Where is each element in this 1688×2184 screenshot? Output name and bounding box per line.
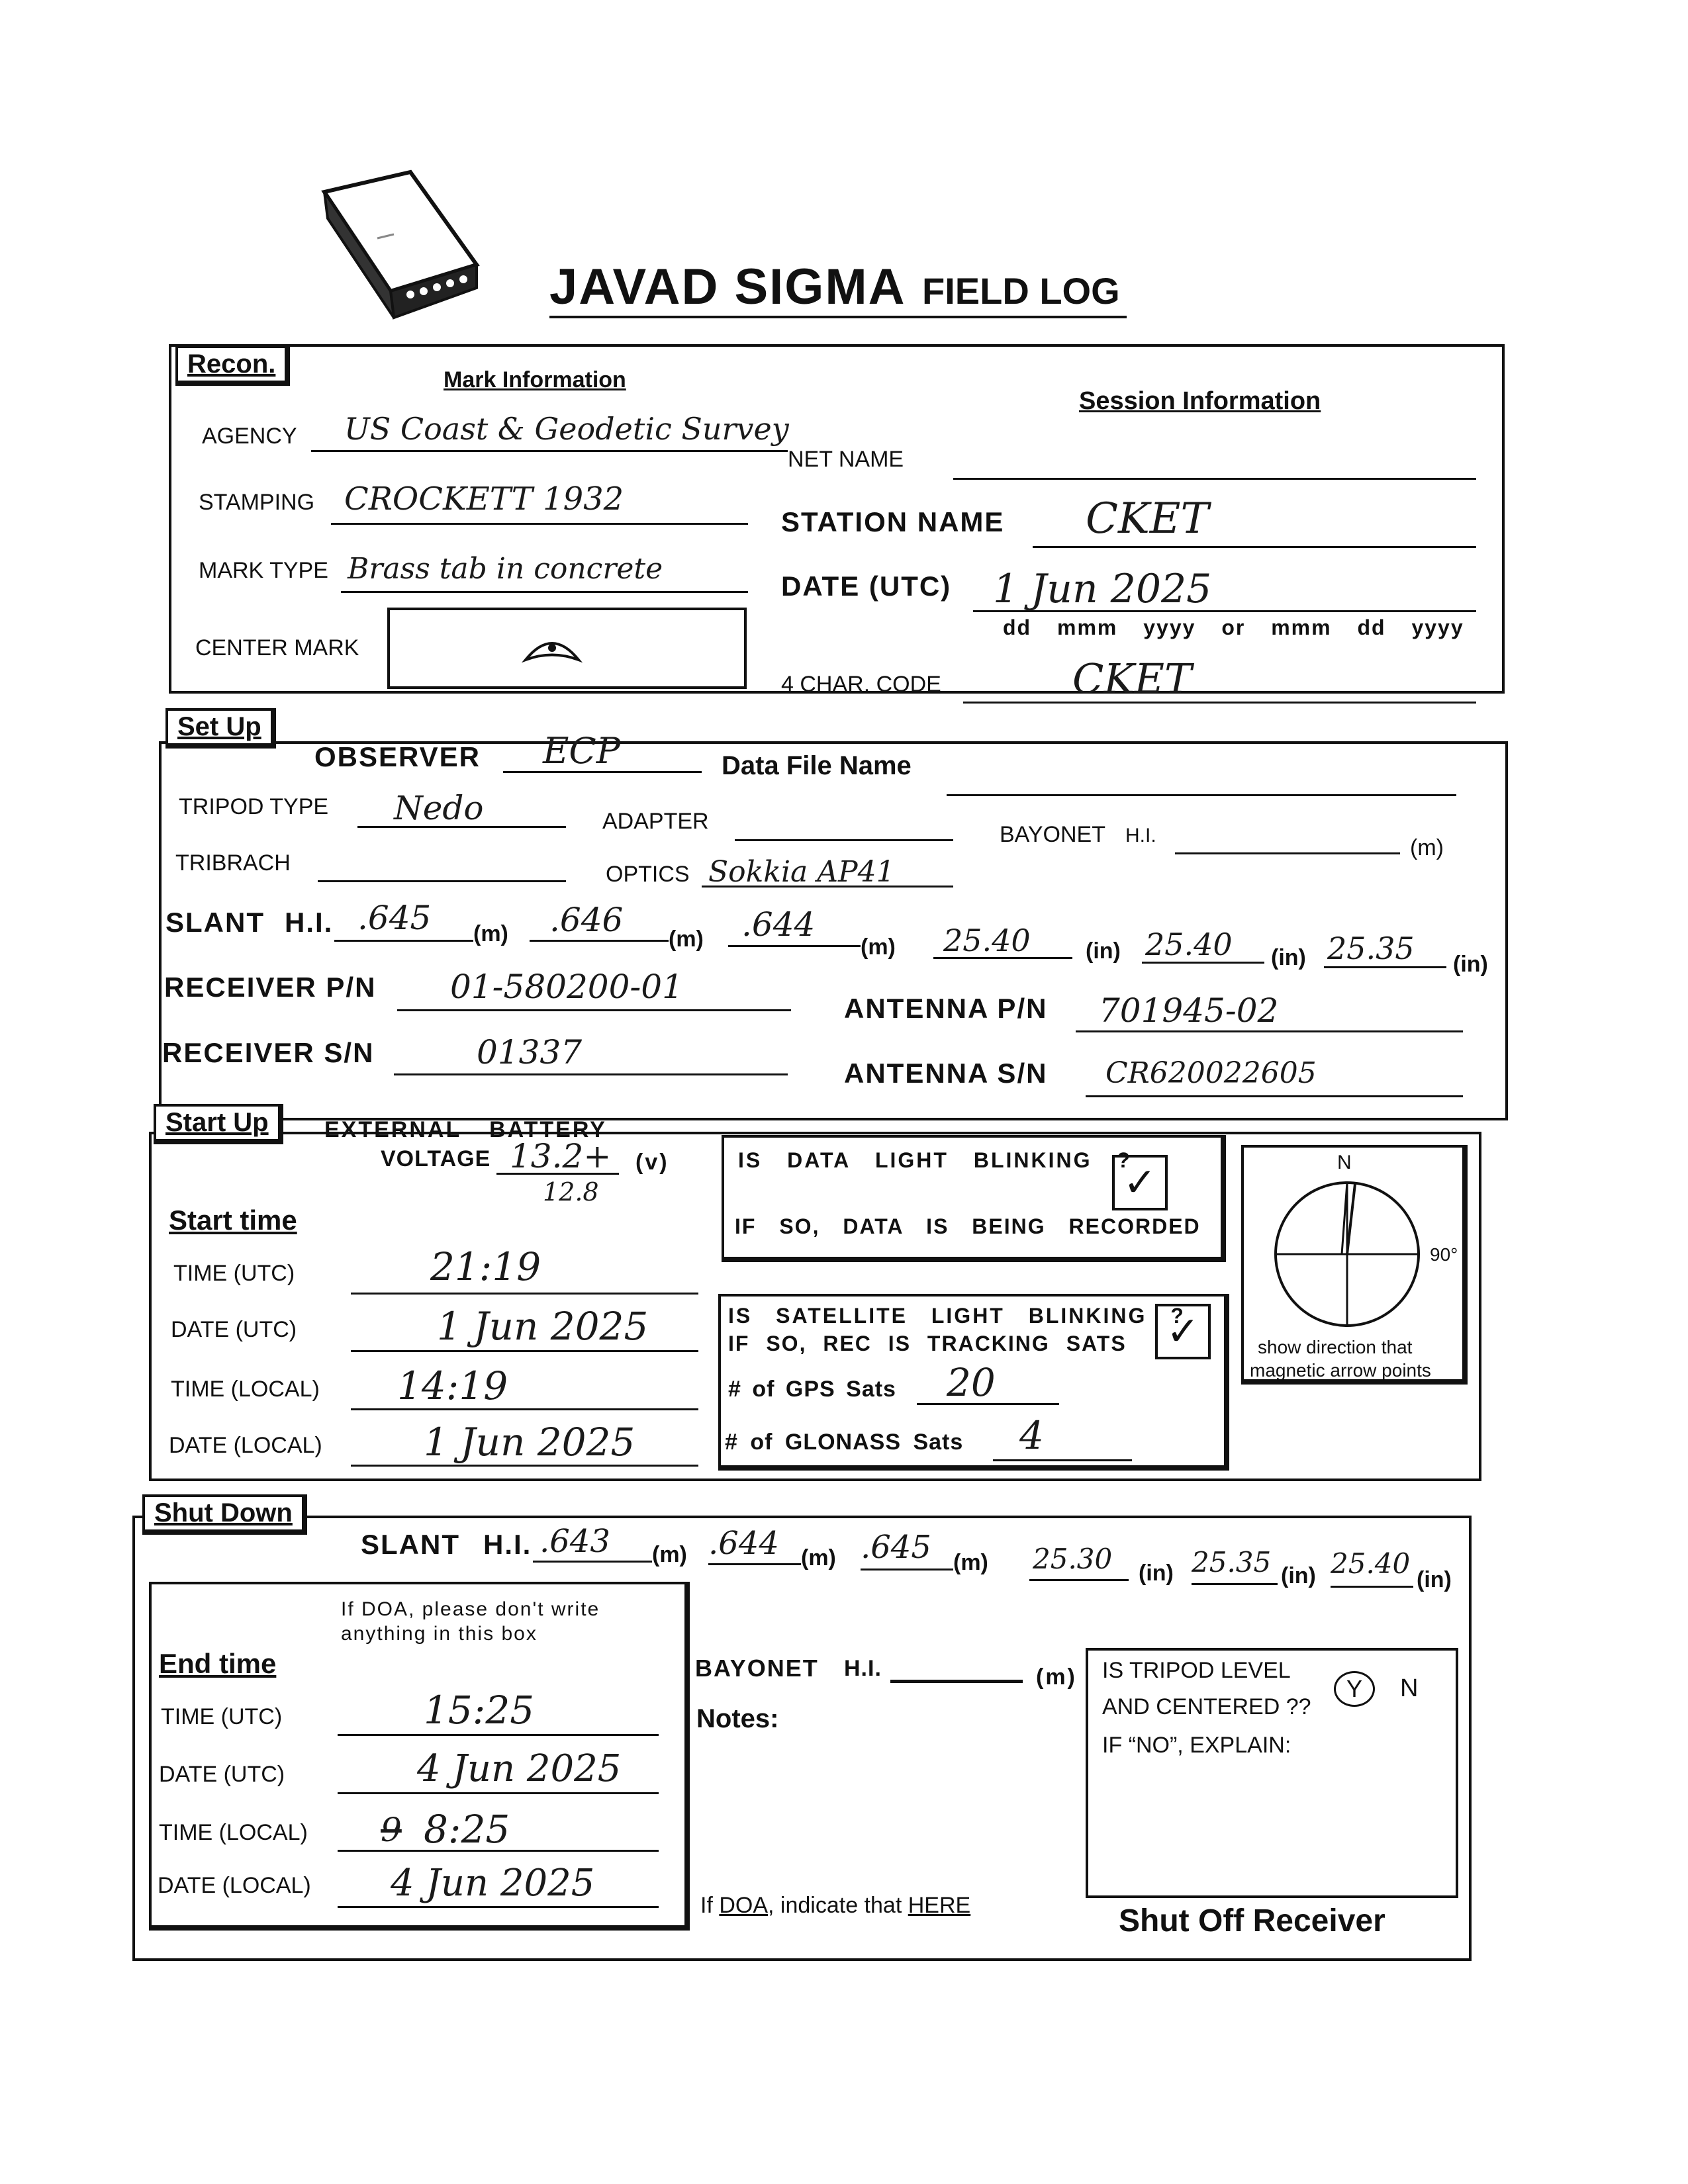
end-time-utc-value[interactable]: 15:25 — [424, 1688, 535, 1733]
sat-light-question: IS SATELLITE LIGHT BLINKING ? — [728, 1304, 1186, 1328]
date-utc-label: DATE (UTC) — [781, 570, 952, 602]
tripod-no-option[interactable]: N — [1400, 1674, 1419, 1702]
notes-area[interactable] — [695, 1741, 1066, 1886]
slant-in3-unit: (in) — [1453, 952, 1488, 977]
tripod-type-label: TRIPOD TYPE — [179, 794, 329, 819]
optics-label: OPTICS — [606, 862, 690, 887]
data-light-note: IF SO, DATA IS BEING RECORDED — [735, 1214, 1201, 1238]
setup-slant-label: SLANT — [165, 907, 265, 938]
adapter-line[interactable] — [735, 839, 953, 841]
tribrach-line[interactable] — [318, 880, 566, 882]
sd-slant-m1-unit: (m) — [652, 1542, 687, 1567]
slant-m3-value[interactable]: .644 — [741, 905, 816, 944]
doa-indicate-prefix: If — [700, 1893, 720, 1918]
bayonet-hi-label: H.I. — [1125, 825, 1156, 846]
end-date-local-line — [338, 1906, 659, 1908]
voltage-value-2[interactable]: 12.8 — [543, 1177, 599, 1206]
ext-battery-label: EXTERNAL BATTERY — [324, 1117, 607, 1142]
agency-value[interactable]: US Coast & Geodetic Survey — [344, 411, 789, 447]
antenna-pn-value[interactable]: 701945-02 — [1099, 991, 1279, 1030]
receiver-sn-value[interactable]: 01337 — [477, 1033, 583, 1071]
doa-indicate — [700, 1893, 970, 1919]
end-time-utc-line — [338, 1734, 659, 1736]
slant-m1-line — [334, 940, 473, 942]
sd-bayonet-hi-label: H.I. — [844, 1656, 882, 1681]
glonass-sats-value[interactable]: 4 — [1019, 1413, 1044, 1458]
sd-slant-in1-line — [1029, 1579, 1129, 1581]
slant-m3-line — [728, 945, 861, 947]
center-mark-label: CENTER MARK — [195, 635, 359, 660]
end-date-utc-value[interactable]: 4 Jun 2025 — [417, 1747, 622, 1790]
start-date-local-value[interactable]: 1 Jun 2025 — [424, 1420, 635, 1465]
notes-label: Notes: — [696, 1704, 779, 1733]
slant-m2-line — [530, 940, 669, 942]
station-name-label: STATION NAME — [781, 506, 1005, 537]
sd-slant-m2-line — [708, 1563, 801, 1565]
start-time-utc-value[interactable]: 21:19 — [430, 1244, 541, 1289]
optics-value[interactable]: Sokkia AP41 — [708, 855, 895, 889]
slant-in3-value[interactable]: 25.35 — [1327, 931, 1415, 966]
sd-slant-m3-value[interactable]: .645 — [861, 1529, 931, 1566]
date-format-hint: dd mmm yyyy or mmm dd yyyy — [1003, 615, 1464, 639]
compass-n-label: N — [1337, 1152, 1352, 1173]
sd-slant-m1-value[interactable]: .643 — [539, 1523, 610, 1560]
startup-tab: Start Up — [154, 1104, 283, 1144]
receiver-sn-label: RECEIVER S/N — [162, 1037, 375, 1068]
slant-in2-value[interactable]: 25.40 — [1145, 927, 1233, 962]
net-name-line[interactable] — [953, 478, 1476, 480]
voltage-value[interactable]: 13.2+ — [510, 1137, 612, 1175]
start-time-local-line — [351, 1408, 698, 1410]
bayonet-label: BAYONET — [1000, 822, 1105, 847]
slant-m3-unit: (m) — [861, 934, 896, 960]
mark-type-line — [341, 591, 748, 593]
end-time-heading: End time — [159, 1648, 277, 1679]
mark-info-heading: Mark Information — [444, 367, 626, 392]
sd-slant-in2-unit: (in) — [1281, 1563, 1316, 1588]
four-char-line — [963, 702, 1476, 704]
start-date-utc-label: DATE (UTC) — [171, 1317, 297, 1342]
agency-label: AGENCY — [202, 424, 297, 449]
sd-bayonet-line[interactable] — [890, 1680, 1023, 1683]
end-time-local-struck: 9 — [381, 1811, 402, 1849]
start-date-local-line — [351, 1465, 698, 1467]
tripod-explain: IF “NO”, EXPLAIN: — [1102, 1733, 1291, 1758]
receiver-pn-line — [397, 1009, 791, 1011]
start-time-heading: Start time — [169, 1205, 297, 1236]
four-char-value[interactable]: CKET — [1072, 655, 1192, 703]
voltage-label: VOLTAGE — [381, 1146, 491, 1171]
voltage-unit: (v) — [635, 1150, 669, 1175]
station-name-value[interactable]: CKET — [1086, 494, 1209, 543]
setup-slant-hi-label: H.I. — [285, 907, 334, 938]
end-date-utc-label: DATE (UTC) — [159, 1762, 285, 1787]
tribrach-label: TRIBRACH — [175, 850, 291, 876]
receiver-device-illustration — [311, 165, 496, 338]
sd-slant-in2-line — [1192, 1583, 1278, 1585]
session-info-heading: Session Information — [1079, 387, 1321, 415]
mark-type-value[interactable]: Brass tab in concrete — [348, 552, 663, 586]
center-mark-box — [387, 608, 747, 689]
tripod-yes-option[interactable] — [1334, 1671, 1375, 1707]
station-name-line — [1033, 546, 1476, 548]
antenna-pn-label: ANTENNA P/N — [844, 993, 1048, 1024]
sat-light-note: IF SO, REC IS TRACKING SATS — [728, 1332, 1127, 1355]
tripod-q2: AND CENTERED ?? — [1102, 1694, 1311, 1719]
shutdown-slant-hi-label: H.I. — [483, 1529, 532, 1560]
net-name-label: NET NAME — [788, 447, 904, 472]
start-date-utc-value[interactable]: 1 Jun 2025 — [437, 1304, 649, 1349]
form-title — [549, 258, 1127, 318]
antenna-sn-line — [1086, 1095, 1463, 1097]
date-utc-value[interactable]: 1 Jun 2025 — [993, 566, 1212, 612]
observer-label: OBSERVER — [314, 741, 481, 772]
start-time-utc-label: TIME (UTC) — [173, 1261, 295, 1286]
start-time-local-value[interactable]: 14:19 — [397, 1363, 508, 1408]
sd-slant-in1-unit: (in) — [1139, 1561, 1174, 1586]
stamping-value[interactable]: CROCKETT 1932 — [344, 480, 624, 518]
stamping-line — [331, 523, 748, 525]
doa-indicate-middle: , indicate that — [768, 1893, 908, 1918]
sd-slant-m1-line — [533, 1561, 652, 1563]
bayonet-line[interactable] — [1175, 852, 1400, 854]
glonass-sats-line — [993, 1459, 1132, 1461]
shut-off-receiver: Shut Off Receiver — [1119, 1903, 1385, 1938]
data-light-question: IS DATA LIGHT BLINKING ? — [738, 1148, 1132, 1172]
slant-m2-unit: (m) — [669, 927, 704, 952]
doa-note-1: If DOA, please don't write — [341, 1598, 600, 1620]
start-date-local-label: DATE (LOCAL) — [169, 1433, 322, 1458]
slant-m1-value[interactable]: .645 — [357, 899, 432, 937]
slant-m1-unit: (m) — [473, 921, 508, 946]
data-light-checkbox[interactable]: ✓ — [1112, 1155, 1168, 1210]
gps-sats-label: # of GPS Sats — [728, 1377, 896, 1402]
sd-slant-m3-unit: (m) — [953, 1550, 988, 1575]
sd-slant-in3-line — [1331, 1586, 1413, 1588]
slant-in1-unit: (in) — [1086, 938, 1121, 964]
end-date-local-value[interactable]: 4 Jun 2025 — [391, 1862, 595, 1905]
recon-tab: Recon. — [175, 345, 290, 386]
antenna-sn-value[interactable]: CR620022605 — [1105, 1056, 1317, 1090]
slant-m2-value[interactable]: .646 — [549, 901, 624, 939]
sd-slant-m2-value[interactable]: .644 — [708, 1525, 779, 1562]
title-main: JAVAD SIGMA — [549, 259, 906, 315]
end-time-utc-label: TIME (UTC) — [161, 1704, 283, 1729]
sd-slant-in1-value[interactable]: 25.30 — [1033, 1543, 1113, 1575]
slant-in2-unit: (in) — [1271, 945, 1306, 970]
doa-indicate-here[interactable]: HERE — [908, 1893, 971, 1918]
setup-tab: Set Up — [165, 708, 276, 749]
gps-sats-value[interactable]: 20 — [947, 1360, 996, 1405]
glonass-sats-label: # of GLONASS Sats — [725, 1430, 964, 1455]
title-sub: FIELD LOG — [922, 270, 1120, 312]
adapter-label: ADAPTER — [602, 809, 709, 834]
sd-slant-m3-line — [861, 1569, 953, 1570]
compass-caption-2: magnetic arrow points — [1250, 1360, 1431, 1381]
slant-in3-line — [1324, 966, 1446, 968]
doa-note-2: anything in this box — [341, 1623, 538, 1645]
end-date-utc-line — [338, 1792, 659, 1794]
tripod-q1: IS TRIPOD LEVEL — [1102, 1658, 1291, 1683]
data-file-label: Data File Name — [722, 751, 912, 780]
start-time-utc-line — [351, 1293, 698, 1295]
start-time-local-label: TIME (LOCAL) — [171, 1377, 320, 1402]
antenna-sn-label: ANTENNA S/N — [844, 1058, 1048, 1089]
tripod-type-value[interactable]: Nedo — [394, 789, 484, 827]
start-date-utc-line — [351, 1350, 698, 1352]
bayonet-unit: (m) — [1410, 835, 1444, 860]
sd-bayonet-unit: (m) — [1036, 1664, 1077, 1690]
shutdown-tab: Shut Down — [142, 1494, 307, 1535]
sd-slant-in3-unit: (in) — [1417, 1567, 1452, 1592]
end-date-local-label: DATE (LOCAL) — [158, 1873, 311, 1898]
receiver-pn-label: RECEIVER P/N — [164, 972, 377, 1003]
compass-dial-icon[interactable] — [1268, 1175, 1427, 1334]
sd-slant-in2-value[interactable]: 25.35 — [1192, 1546, 1272, 1578]
compass-90-label: 90° — [1430, 1244, 1458, 1265]
sat-light-checkbox[interactable]: ✓ — [1155, 1304, 1211, 1359]
sd-slant-m2-unit: (m) — [801, 1545, 836, 1570]
sd-bayonet-label: BAYONET — [695, 1655, 819, 1682]
mark-type-label: MARK TYPE — [199, 558, 328, 583]
end-time-local-label: TIME (LOCAL) — [159, 1820, 308, 1845]
receiver-pn-value[interactable]: 01-580200-01 — [450, 968, 683, 1006]
sd-slant-in3-value[interactable]: 25.40 — [1331, 1547, 1411, 1580]
antenna-pn-line — [1076, 1030, 1463, 1032]
receiver-sn-line — [394, 1073, 788, 1075]
compass-caption-1: show direction that — [1258, 1337, 1413, 1357]
agency-line — [311, 450, 788, 452]
four-char-label: 4 CHAR. CODE — [781, 672, 941, 697]
end-time-local-value[interactable]: 8:25 — [424, 1807, 510, 1852]
stamping-label: STAMPING — [199, 490, 315, 515]
tripod-yes-label: Y — [1346, 1675, 1362, 1702]
observer-value[interactable]: ECP — [543, 730, 621, 772]
triangle-mark-icon — [519, 620, 585, 673]
slant-in1-value[interactable]: 25.40 — [943, 923, 1031, 958]
doa-indicate-doa: DOA — [719, 1893, 769, 1918]
data-file-line[interactable] — [947, 794, 1456, 796]
shutdown-slant-label: SLANT — [361, 1529, 460, 1560]
